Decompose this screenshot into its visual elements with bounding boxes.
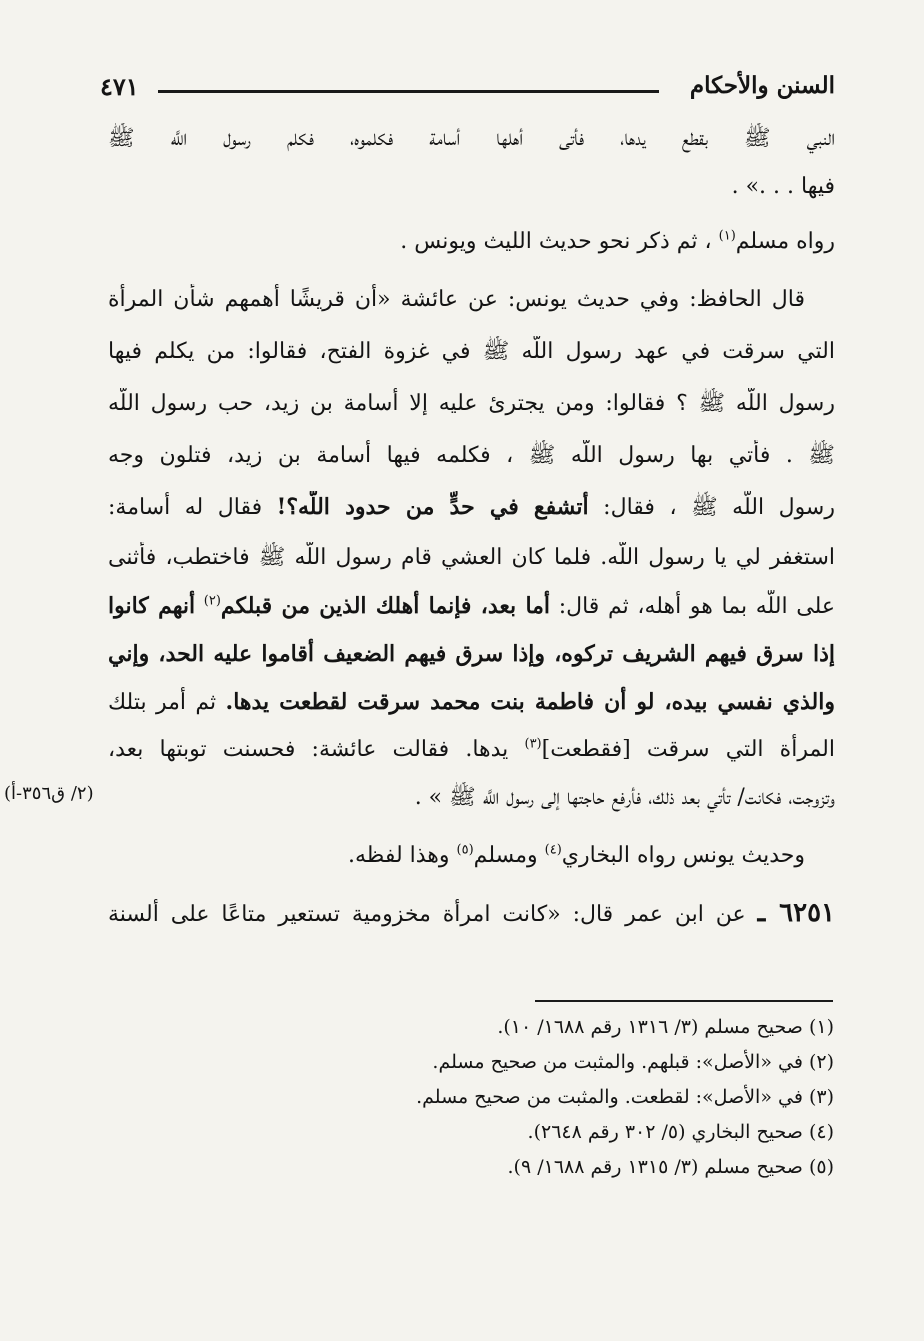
text-line (108, 284, 805, 318)
line-text: وتزوجت، فكانت/ تأتي بعد ذلك، فأرفع حاجتها إلى رسول اللَّه ﷺ » . (414, 785, 835, 810)
footnote-marker: (٣) (524, 736, 542, 752)
text-line (108, 542, 835, 576)
text-line (732, 171, 835, 205)
line-text: إذا سرق فيهم الشريف تركوه، وإذا سرق فيهم الضعيف أقاموا عليه الحد، وإني (108, 641, 835, 667)
text-line: المرأة التي سرقت [فقطعت]$^{(٣)}$ يدها. فقالت عائشة: فحسنت توبتها بعد، (108, 736, 835, 762)
footnote-item: (١) صحيح مسلم (٣/ ١٣١٦ رقم ١٦٨٨/ ١٠). (497, 1016, 834, 1038)
text-line: وحديث يونس رواه البخاري$^{(٤)}$ ومسلم$^{(٥)}$ وهذا لفظه. (347, 842, 805, 868)
text-line (108, 638, 835, 672)
footnote-marker: (٤) (544, 842, 562, 858)
line-text: رسول اللَّه ﷺ ؟ فقالوا: ومن يجترئ عليه إلا أسامة بن زيد، حب رسول اللَّه (108, 391, 835, 416)
footnote-marker: (٢) (203, 593, 221, 609)
text-line (415, 782, 835, 816)
text-line (108, 440, 835, 474)
page-header (100, 72, 835, 106)
footnote-item: (٥) صحيح مسلم (٣/ ١٣١٥ رقم ١٦٨٨/ ٩). (507, 1156, 834, 1178)
line-text: النبي ﷺ بقطع يدها، فأتى أهلها أسامة فكلموه، فكلم رسول اللَّه ﷺ (108, 126, 835, 151)
text-line (108, 388, 835, 422)
text-line (108, 123, 835, 157)
text-line: رواه مسلم$^{(١)}$ ، ثم ذكر نحو حديث الليث ويونس . (400, 228, 835, 254)
hadith-line: ٦٢٥١ ـ عن ابن عمر قال: «كانت امرأة مخزومية تستعير متاعًا على ألسنة (108, 898, 835, 928)
manuscript-reference: (٢/ ق٣٥٦-أ) (4, 783, 94, 804)
header-rule (158, 90, 659, 93)
page-number: ٤٧١ (100, 72, 139, 101)
hadith-number: ٦٢٥١ ـ (757, 898, 835, 928)
text-line: على اللَّه بما هو أهله، ثم قال: أما بعد، فإنما أهلك الذين من قبلكم$^{(٢)}$ أنهم كانوا (108, 593, 835, 619)
footnote-marker: (١) (718, 228, 736, 244)
footnote-item: (٣) في «الأصل»: لقطعت. والمثبت من صحيح مسلم. (416, 1086, 834, 1108)
line-text: فيها . . .» . (731, 174, 835, 199)
footnote-marker: (٥) (456, 842, 474, 858)
text-line (108, 336, 835, 370)
line-text: استغفر لي يا رسول اللَّه. فلما كان العشي قام رسول اللَّه ﷺ فاختطب، فأثنى (108, 545, 835, 570)
line-text: التي سرقت في عهد رسول اللَّه ﷺ في غزوة الفتح، فقالوا: من يكلم فيها (108, 339, 835, 364)
line-text: قال الحافظ: وفي حديث يونس: عن عائشة «أن قريشًا أهمهم شأن المرأة (108, 287, 805, 312)
line-text: ﷺ . فأُتي بها رسول اللَّه ﷺ ، فكلمه فيها أسامة بن زيد، فتلون وجه (108, 443, 835, 468)
running-title: السنن والأحكام (689, 72, 835, 99)
text-line: رسول اللَّه ﷺ ، فقال: أتشفع في حدٍّ من حدود اللَّه؟! فقال له أسامة: (108, 494, 835, 520)
footnote-rule (535, 1000, 833, 1002)
footnote-item: (٢) في «الأصل»: قبلهم. والمثبت من صحيح مسلم. (432, 1051, 834, 1073)
footnote-item: (٤) صحيح البخاري (٥/ ٣٠٢ رقم ٢٦٤٨). (527, 1121, 834, 1143)
text-line: والذي نفسي بيده، لو أن فاطمة بنت محمد سرقت لقطعت يدها. ثم أمر بتلك (108, 689, 835, 715)
